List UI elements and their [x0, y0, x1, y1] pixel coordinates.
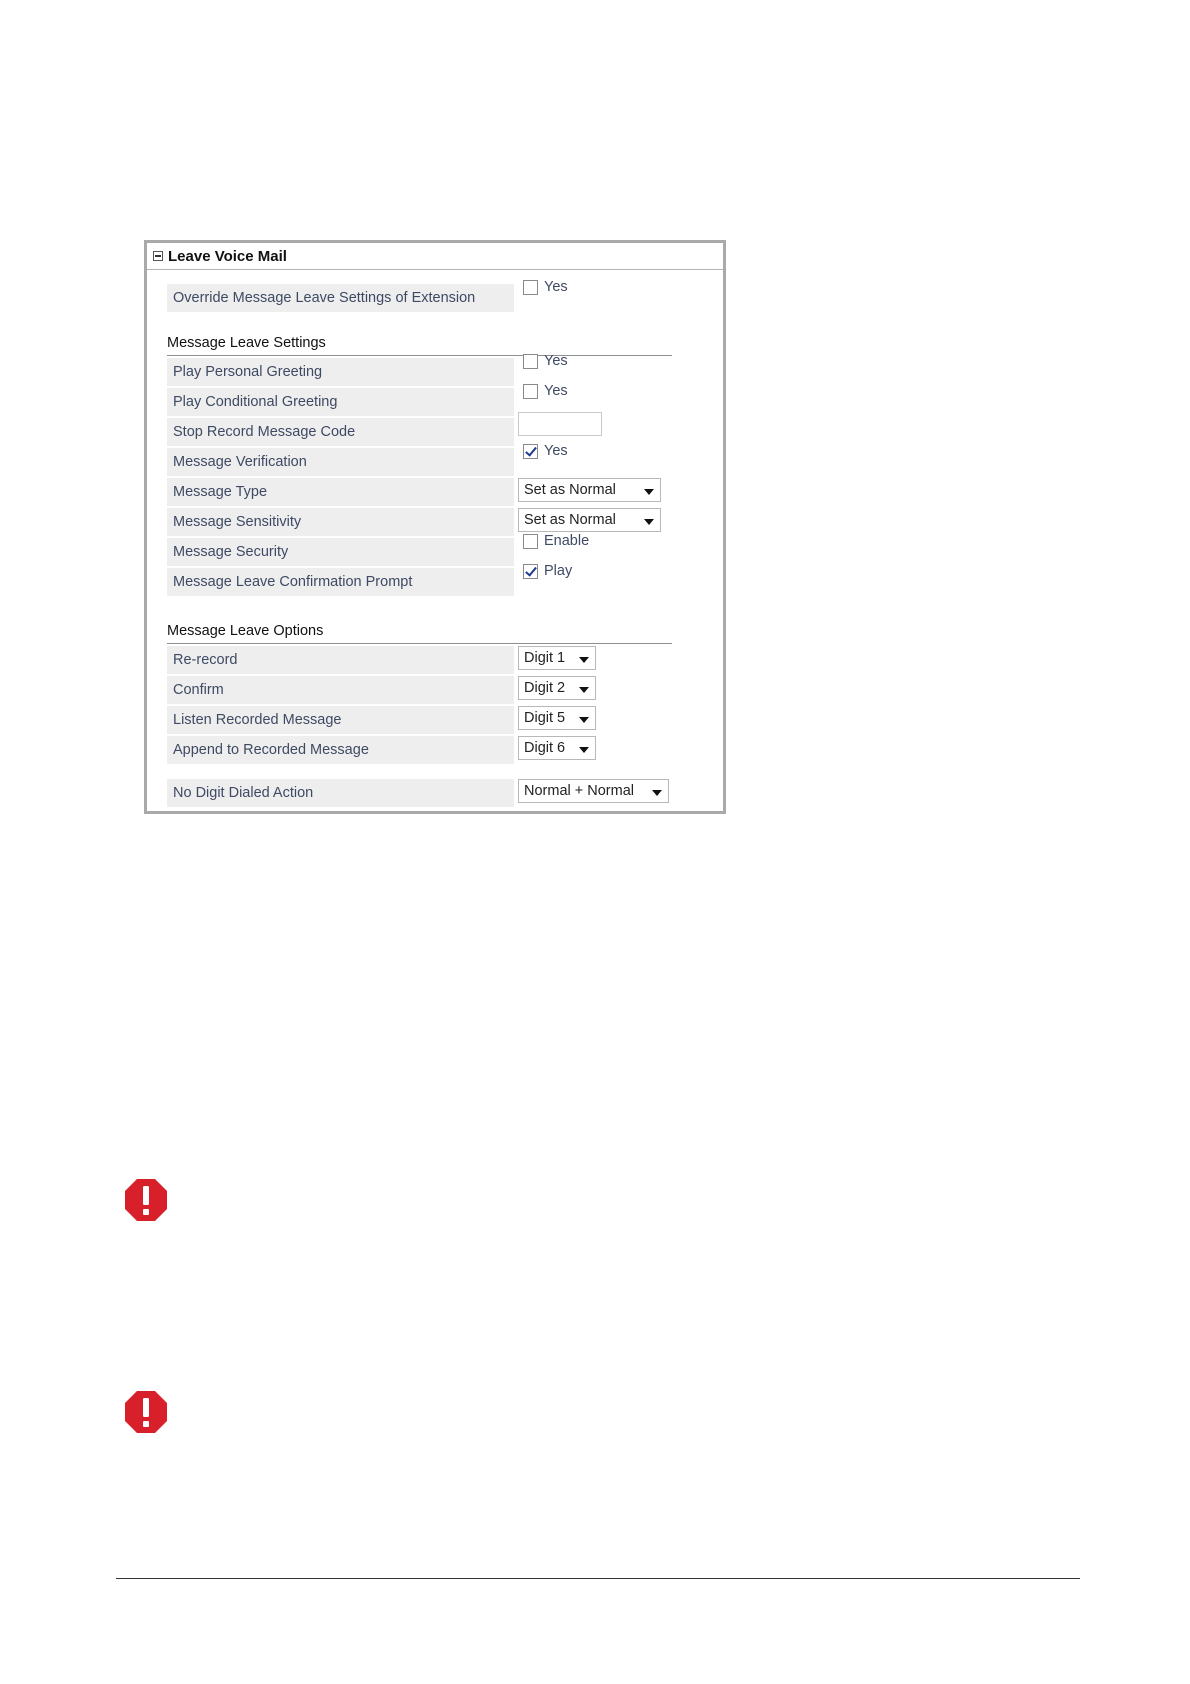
panel-header[interactable]: [147, 243, 723, 270]
message-sensitivity-select[interactable]: [518, 508, 661, 532]
no-digit-action-value: Normal + Normal: [524, 783, 634, 799]
panel-title: Leave Voice Mail: [168, 247, 287, 265]
leave-voice-mail-panel: [144, 240, 726, 814]
stop-record-code-input[interactable]: [518, 412, 602, 436]
re-record-select[interactable]: [518, 646, 596, 670]
re-record-label: Re-record: [167, 646, 514, 674]
message-type-value: Set as Normal: [524, 482, 616, 498]
confirm-select[interactable]: [518, 676, 596, 700]
override-label: Override Message Leave Settings of Extension: [167, 284, 514, 312]
message-verification-option: Yes: [544, 443, 568, 459]
message-security-option: Enable: [544, 533, 590, 549]
collapse-icon[interactable]: [153, 251, 163, 261]
chevron-down-icon: [579, 717, 589, 723]
message-sensitivity-label: Message Sensitivity: [167, 508, 514, 536]
confirm-value: Digit 2: [524, 680, 566, 696]
play-conditional-greeting-checkbox[interactable]: [523, 384, 538, 399]
confirm-label: Confirm: [167, 676, 514, 704]
re-record-value: Digit 1: [524, 650, 566, 666]
confirmation-prompt-checkbox[interactable]: [523, 564, 538, 579]
message-leave-settings-heading: Message Leave Settings: [167, 335, 672, 356]
play-personal-greeting-label: Play Personal Greeting: [167, 358, 514, 386]
message-sensitivity-value: Set as Normal: [524, 512, 616, 528]
message-security-checkbox[interactable]: [523, 534, 538, 549]
play-personal-greeting-option: Yes: [544, 353, 568, 369]
message-type-select[interactable]: [518, 478, 661, 502]
chevron-down-icon: [579, 687, 589, 693]
chevron-down-icon: [644, 489, 654, 495]
chevron-down-icon: [579, 747, 589, 753]
message-verification-label: Message Verification: [167, 448, 514, 476]
confirmation-prompt-option: Play: [544, 563, 573, 579]
alert-icon: [124, 1178, 168, 1222]
alert-icon: [124, 1390, 168, 1434]
confirmation-prompt-label: Message Leave Confirmation Prompt: [167, 568, 514, 596]
append-recorded-label: Append to Recorded Message: [167, 736, 514, 764]
listen-recorded-value: Digit 5: [524, 710, 566, 726]
play-personal-greeting-checkbox[interactable]: [523, 354, 538, 369]
listen-recorded-select[interactable]: [518, 706, 596, 730]
append-recorded-value: Digit 6: [524, 740, 566, 756]
no-digit-action-select[interactable]: [518, 779, 669, 803]
override-checkbox[interactable]: [523, 280, 538, 295]
play-conditional-greeting-option: Yes: [544, 383, 568, 399]
chevron-down-icon: [652, 790, 662, 796]
override-option-label: Yes: [544, 279, 568, 295]
chevron-down-icon: [644, 519, 654, 525]
stop-record-code-label: Stop Record Message Code: [167, 418, 514, 446]
listen-recorded-label: Listen Recorded Message: [167, 706, 514, 734]
no-digit-action-label: No Digit Dialed Action: [167, 779, 514, 807]
message-type-label: Message Type: [167, 478, 514, 506]
append-recorded-select[interactable]: [518, 736, 596, 760]
message-security-label: Message Security: [167, 538, 514, 566]
footer-divider: [116, 1578, 1080, 1579]
chevron-down-icon: [579, 657, 589, 663]
play-conditional-greeting-label: Play Conditional Greeting: [167, 388, 514, 416]
message-leave-options-heading: Message Leave Options: [167, 623, 672, 644]
message-verification-checkbox[interactable]: [523, 444, 538, 459]
